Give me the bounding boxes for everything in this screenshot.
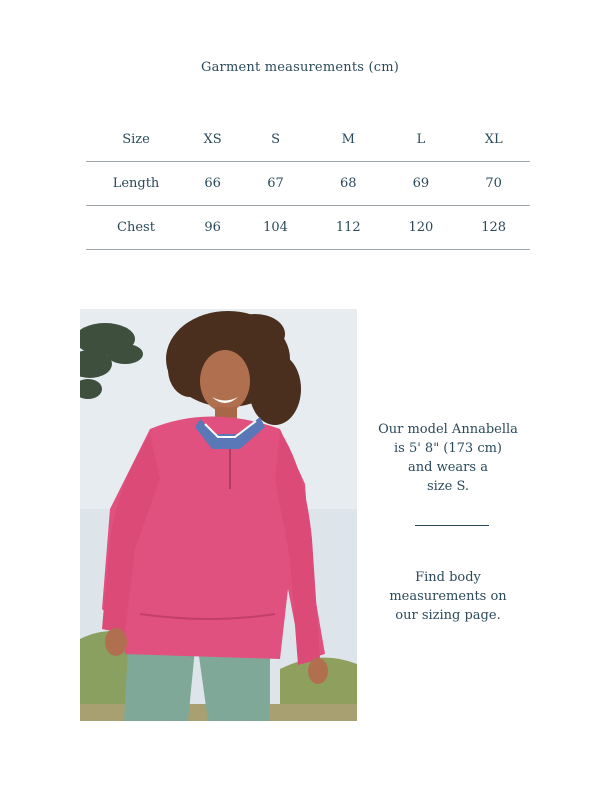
header-cell: Size [122,131,150,147]
table-cell: 68 [339,175,357,191]
model-info [358,420,538,496]
sizing-page-note[interactable] [358,568,538,625]
model-info-line: size S. [426,479,470,494]
table-cell: 112 [335,219,361,235]
table-cell: 120 [408,219,434,235]
sizing-note-line: Find body [415,570,481,585]
table-cell: 69 [412,175,430,191]
table-row [86,205,530,249]
model-info-line: Our model Annabella [378,422,518,437]
header-cell: XS [203,131,222,147]
table-header-row [86,118,530,161]
header-cell: M [341,131,355,147]
header-cell: S [271,131,280,147]
row-label: Length [112,175,160,191]
table-cell: 66 [204,175,221,191]
divider [415,525,489,526]
measurements-table [86,118,530,250]
header-cell: XL [484,131,503,147]
table-cell: 128 [481,219,507,235]
table-cell: 67 [267,175,284,191]
sizing-note-line: measurements on [389,589,507,604]
model-illustration [80,309,357,721]
page-title: Garment measurements (cm) [201,60,399,75]
table-cell: 70 [485,175,502,191]
model-info-line: and wears a [408,460,488,475]
row-label: Chest [117,219,155,235]
table-row [86,161,530,205]
table-cell: 96 [204,219,221,235]
sizing-note-line: our sizing page. [395,608,501,623]
model-photo [80,309,357,721]
header-cell: L [416,131,426,147]
table-cell: 104 [263,219,288,235]
model-info-line: is 5' 8" (173 cm) [393,441,503,456]
